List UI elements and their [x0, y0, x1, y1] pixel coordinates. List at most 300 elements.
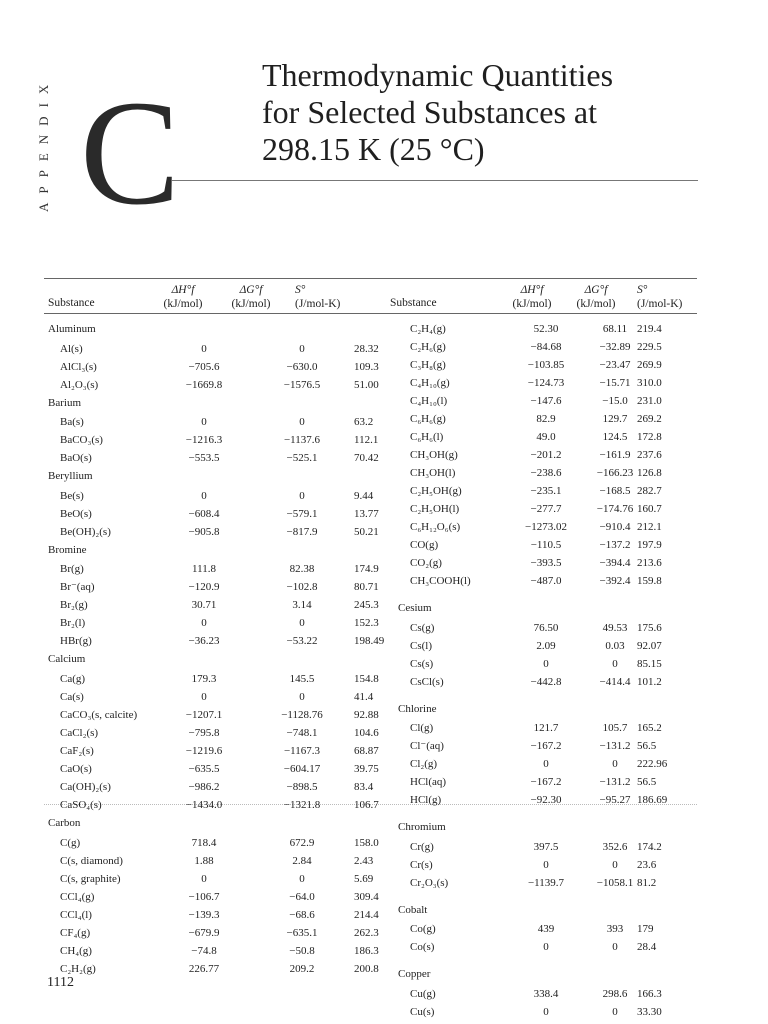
- gibbs-value: 672.9: [289, 836, 315, 849]
- enthalpy-value: −74.8: [191, 944, 217, 957]
- entropy-value: 222.96: [637, 758, 668, 771]
- enthalpy-value: −139.3: [188, 908, 220, 921]
- gibbs-value: 0: [612, 657, 618, 670]
- col-header-dg: [221, 283, 281, 311]
- category-name: Chlorine: [398, 702, 437, 715]
- enthalpy-value: 0: [201, 416, 207, 429]
- row-spacer: [398, 590, 698, 599]
- entropy-value: 231.0: [637, 395, 662, 407]
- substance-name: CsCl(s): [410, 675, 444, 688]
- category-name: Carbon: [48, 816, 81, 829]
- enthalpy-value: 82.9: [536, 413, 556, 425]
- gibbs-value: −1167.3: [283, 744, 321, 757]
- substance-name: Be(s): [60, 489, 84, 502]
- gibbs-value: −1321.8: [283, 798, 321, 811]
- substance-name: Cs(s): [410, 657, 434, 670]
- gibbs-value: −137.2: [599, 539, 631, 551]
- gibbs-value: −131.2: [599, 776, 631, 789]
- substance-name: BeO(s): [60, 507, 92, 520]
- gibbs-value: 0.03: [605, 639, 625, 652]
- table-row: [48, 487, 398, 505]
- entropy-value: 50.21: [354, 525, 379, 538]
- substance-name: C₆H₁₂O₆(s): [410, 521, 461, 533]
- entropy-value: 39.75: [354, 762, 379, 775]
- entropy-value: 85.15: [637, 657, 662, 670]
- entropy-value: 174.9: [354, 563, 379, 576]
- substance-name: CaF₂(s): [60, 744, 94, 757]
- table-row: [48, 870, 398, 888]
- gibbs-value: −910.4: [599, 521, 631, 533]
- entropy-value: 80.71: [354, 581, 379, 594]
- entropy-value: 81.2: [637, 876, 657, 889]
- s-unit: (J/mol-K): [637, 298, 683, 310]
- table-row: [48, 670, 398, 688]
- substance-name: C₆H₆(g): [410, 413, 446, 425]
- table-row: [48, 852, 398, 870]
- title-rule: [172, 180, 698, 181]
- table-row: [48, 358, 398, 376]
- substance-name: C(s, graphite): [60, 872, 121, 885]
- category-heading: [398, 965, 698, 985]
- substance-name: CaSO₄(s): [60, 798, 102, 811]
- enthalpy-value: −36.23: [188, 635, 220, 648]
- entropy-value: 229.5: [637, 341, 662, 353]
- left-table: [48, 320, 398, 978]
- substance-name: Co(s): [410, 941, 435, 954]
- category-name: Barium: [48, 396, 81, 409]
- table-row: [398, 655, 698, 673]
- table-row: [398, 464, 698, 482]
- gibbs-value: 0: [299, 416, 305, 429]
- category-heading: [48, 541, 398, 561]
- category-heading: [398, 700, 698, 720]
- enthalpy-value: 397.5: [533, 840, 559, 853]
- enthalpy-value: 0: [201, 872, 207, 885]
- gibbs-value: 129.7: [602, 413, 628, 425]
- gibbs-value: −53.22: [286, 635, 318, 648]
- s-symbol: S°: [637, 284, 648, 296]
- enthalpy-value: 439: [537, 923, 555, 936]
- enthalpy-value: −1139.7: [527, 876, 565, 889]
- table-row: [48, 578, 398, 596]
- table-row: [398, 410, 698, 428]
- entropy-value: 2.43: [354, 854, 374, 867]
- gibbs-value: −15.71: [599, 377, 631, 389]
- gibbs-value: −579.1: [286, 507, 318, 520]
- table-row: [48, 924, 398, 942]
- gibbs-value: −630.0: [286, 360, 318, 373]
- entropy-value: 41.4: [354, 690, 374, 703]
- category-name: Beryllium: [48, 470, 93, 483]
- table-row: [48, 760, 398, 778]
- gibbs-value: −525.1: [286, 452, 318, 465]
- category-heading: [48, 320, 398, 340]
- substance-name: CaO(s): [60, 762, 92, 775]
- gibbs-value: 0: [299, 617, 305, 630]
- gibbs-value: −898.5: [286, 780, 318, 793]
- substance-name: Cs(g): [410, 621, 435, 634]
- gibbs-value: 124.5: [602, 431, 628, 443]
- dg-symbol: ΔG°f: [584, 284, 608, 296]
- table-row: [48, 505, 398, 523]
- substance-name: Br⁻(aq): [60, 581, 95, 594]
- entropy-value: 172.8: [637, 431, 662, 443]
- category-heading: [398, 599, 698, 619]
- enthalpy-value: 111.8: [192, 563, 216, 576]
- entropy-value: 237.6: [637, 449, 662, 461]
- entropy-value: 63.2: [354, 416, 374, 429]
- table-row: [398, 874, 698, 892]
- enthalpy-value: −106.7: [188, 890, 220, 903]
- substance-name: BaO(s): [60, 452, 92, 465]
- table-row: [48, 413, 398, 431]
- enthalpy-value: −1669.8: [185, 378, 223, 391]
- entropy-value: 28.4: [637, 941, 657, 954]
- table-row: [398, 482, 698, 500]
- enthalpy-value: 52.30: [533, 323, 559, 335]
- table-row: [398, 572, 698, 590]
- category-name: Cobalt: [398, 903, 428, 916]
- gibbs-value: 105.7: [602, 722, 628, 735]
- substance-name: Cl⁻(aq): [410, 740, 444, 753]
- entropy-value: 152.3: [354, 617, 379, 630]
- substance-name: Cs(l): [410, 639, 432, 652]
- gibbs-value: −635.1: [286, 926, 318, 939]
- entropy-value: 214.4: [354, 908, 379, 921]
- entropy-value: 159.8: [637, 575, 662, 587]
- substance-name: C₂H₆(g): [410, 341, 446, 353]
- page-number: 1112: [47, 975, 74, 990]
- table-row: [398, 719, 698, 737]
- gibbs-value: 0: [612, 941, 618, 954]
- enthalpy-value: −986.2: [188, 780, 220, 793]
- row-spacer: [398, 892, 698, 901]
- entropy-value: 213.6: [637, 557, 662, 569]
- enthalpy-value: 0: [543, 758, 549, 771]
- gibbs-value: −50.8: [289, 944, 315, 957]
- gibbs-value: 49.53: [602, 621, 628, 634]
- entropy-value: 5.69: [354, 872, 374, 885]
- enthalpy-value: 0: [201, 617, 207, 630]
- category-heading: [48, 814, 398, 834]
- table-row: [398, 446, 698, 464]
- gibbs-value: 3.14: [292, 599, 312, 612]
- enthalpy-value: 49.0: [536, 431, 556, 443]
- enthalpy-value: −167.2: [530, 776, 562, 789]
- table-row: [48, 688, 398, 706]
- entropy-value: 154.8: [354, 672, 379, 685]
- gibbs-value: −1128.76: [281, 708, 323, 721]
- enthalpy-value: −442.8: [530, 675, 562, 688]
- substance-name: Cl₂(g): [410, 758, 438, 771]
- substance-name: C₂H₂(g): [60, 962, 96, 975]
- enthalpy-value: −487.0: [530, 575, 562, 587]
- dg-unit: (kJ/mol): [576, 298, 616, 310]
- entropy-value: 92.88: [354, 708, 379, 721]
- substance-name: Cl(g): [410, 722, 434, 735]
- gibbs-value: −102.8: [286, 581, 318, 594]
- category-name: Bromine: [48, 543, 87, 556]
- s-unit: (J/mol-K): [295, 298, 341, 310]
- enthalpy-value: 0: [543, 657, 549, 670]
- category-heading: [48, 467, 398, 487]
- dh-unit: (kJ/mol): [512, 298, 552, 310]
- gibbs-value: −1576.5: [283, 378, 321, 391]
- entropy-value: 56.5: [637, 776, 657, 789]
- gibbs-value: 0: [299, 342, 305, 355]
- category-name: Cesium: [398, 602, 432, 614]
- table-row: [398, 737, 698, 755]
- entropy-value: 112.1: [354, 434, 379, 447]
- gibbs-value: 68.11: [602, 323, 628, 335]
- col-header-substance: Substance: [48, 297, 95, 309]
- substance-name: CCl₄(l): [60, 908, 92, 921]
- substance-name: CH₃OH(g): [410, 449, 458, 461]
- entropy-value: 309.4: [354, 890, 379, 903]
- entropy-value: 68.87: [354, 744, 379, 757]
- enthalpy-value: −201.2: [530, 449, 562, 461]
- dh-unit: (kJ/mol): [163, 298, 203, 310]
- substance-name: CaCl₂(s): [60, 726, 99, 739]
- enthalpy-value: 0: [543, 1005, 549, 1018]
- row-spacer: [398, 956, 698, 965]
- substance-name: Be(OH)₂(s): [60, 525, 111, 538]
- gibbs-value: −32.89: [599, 341, 631, 353]
- enthalpy-value: −103.85: [527, 359, 565, 371]
- table-row: [398, 838, 698, 856]
- substance-name: BaCO₃(s): [60, 434, 103, 447]
- entropy-value: 158.0: [354, 836, 379, 849]
- table-row: [48, 742, 398, 760]
- category-heading: [398, 818, 698, 838]
- substance-name: CH₃OH(l): [410, 467, 456, 479]
- substance-name: Br₂(g): [60, 599, 88, 612]
- gibbs-value: −748.1: [286, 726, 318, 739]
- entropy-value: 310.0: [637, 377, 662, 389]
- table-row: [48, 376, 398, 394]
- substance-name: CO₂(g): [410, 557, 442, 569]
- enthalpy-value: −1434.0: [185, 798, 223, 811]
- entropy-value: 174.2: [637, 840, 662, 853]
- table-row: [48, 523, 398, 541]
- gibbs-value: −392.4: [599, 575, 631, 587]
- table-row: [48, 596, 398, 614]
- enthalpy-value: −1273.02: [525, 521, 567, 533]
- entropy-value: 186.69: [637, 794, 668, 807]
- substance-name: CO(g): [410, 539, 439, 551]
- entropy-value: 106.7: [354, 798, 379, 811]
- table-row: [398, 320, 698, 338]
- title-line: for Selected Substances at: [262, 94, 597, 130]
- entropy-value: 262.3: [354, 926, 379, 939]
- s-symbol: S°: [295, 284, 306, 296]
- dh-symbol: ΔH°f: [171, 284, 195, 296]
- category-name: Aluminum: [48, 323, 96, 335]
- table-row: [48, 431, 398, 449]
- entropy-value: 160.7: [637, 503, 662, 515]
- table-row: [398, 673, 698, 691]
- enthalpy-value: 0: [201, 342, 207, 355]
- gibbs-value: −414.4: [599, 675, 631, 688]
- table-row: [48, 632, 398, 650]
- gibbs-value: −604.17: [283, 762, 321, 775]
- entropy-value: 186.3: [354, 944, 379, 957]
- enthalpy-value: −238.6: [530, 467, 562, 479]
- dg-unit: (kJ/mol): [231, 298, 271, 310]
- entropy-value: 109.3: [354, 360, 379, 373]
- gibbs-value: −64.0: [289, 890, 315, 903]
- substance-name: C(g): [60, 836, 81, 849]
- table-top-rule: [44, 278, 697, 279]
- enthalpy-value: 226.77: [188, 962, 220, 975]
- enthalpy-value: −905.8: [188, 525, 220, 538]
- enthalpy-value: 30.71: [191, 599, 217, 612]
- row-spacer: [398, 809, 698, 818]
- gibbs-value: 2.84: [292, 854, 312, 867]
- entropy-value: 70.42: [354, 452, 379, 465]
- entropy-value: 269.9: [637, 359, 662, 371]
- substance-name: C₆H₆(l): [410, 431, 444, 443]
- substance-name: HCl(g): [410, 794, 442, 807]
- enthalpy-value: 338.4: [533, 987, 559, 1000]
- table-row: [48, 778, 398, 796]
- entropy-value: 166.3: [637, 987, 662, 1000]
- gibbs-value: 352.6: [602, 840, 628, 853]
- gibbs-value: 298.6: [602, 987, 628, 1000]
- category-name: Calcium: [48, 653, 86, 666]
- gibbs-value: −1058.1: [596, 876, 634, 889]
- substance-name: Al₂O₃(s): [60, 378, 99, 391]
- gibbs-value: −131.2: [599, 740, 631, 753]
- gibbs-value: −68.6: [289, 908, 315, 921]
- entropy-value: 9.44: [354, 489, 374, 502]
- substance-name: C₂H₅OH(l): [410, 503, 460, 515]
- enthalpy-value: 76.50: [533, 621, 559, 634]
- entropy-value: 56.5: [637, 740, 657, 753]
- enthalpy-value: −110.5: [530, 539, 562, 551]
- table-row: [48, 340, 398, 358]
- table-row: [48, 560, 398, 578]
- category-name: Copper: [398, 968, 431, 981]
- substance-name: CF₄(g): [60, 926, 91, 939]
- table-row: [398, 536, 698, 554]
- entropy-value: 269.2: [637, 413, 662, 425]
- enthalpy-value: 121.7: [533, 722, 559, 735]
- table-row: [48, 960, 398, 978]
- substance-name: Ba(s): [60, 416, 84, 429]
- entropy-value: 92.07: [637, 639, 662, 652]
- enthalpy-value: −635.5: [188, 762, 220, 775]
- substance-name: Ca(g): [60, 672, 86, 685]
- enthalpy-value: −1216.3: [185, 434, 223, 447]
- enthalpy-value: −235.1: [530, 485, 562, 497]
- col-header-s: [295, 283, 355, 311]
- col-header-dh: [502, 283, 562, 311]
- table-row: [398, 554, 698, 572]
- table-row: [48, 906, 398, 924]
- substance-name: Cu(s): [410, 1005, 435, 1018]
- gibbs-value: 145.5: [289, 672, 315, 685]
- enthalpy-value: −1219.6: [185, 744, 223, 757]
- table-row: [48, 796, 398, 814]
- table-row: [398, 755, 698, 773]
- substance-name: Br₂(l): [60, 617, 86, 630]
- enthalpy-value: 718.4: [191, 836, 217, 849]
- category-heading: [48, 650, 398, 670]
- category-heading: [398, 901, 698, 921]
- page-title: [262, 57, 613, 168]
- col-header-s: [637, 283, 697, 311]
- table-row: [48, 724, 398, 742]
- entropy-value: 13.77: [354, 507, 379, 520]
- gibbs-value: −817.9: [286, 525, 318, 538]
- substance-name: Ca(s): [60, 690, 84, 703]
- entropy-value: 282.7: [637, 485, 662, 497]
- table-row: [398, 985, 698, 1003]
- table-row: [398, 356, 698, 374]
- gibbs-value: 82.38: [289, 563, 315, 576]
- title-line: Thermodynamic Quantities: [262, 57, 614, 93]
- entropy-value: 23.6: [637, 858, 657, 871]
- substance-name: HCl(aq): [410, 776, 447, 789]
- entropy-value: 219.4: [637, 323, 662, 335]
- table-row: [398, 374, 698, 392]
- table-row: [398, 518, 698, 536]
- category-name: Chromium: [398, 821, 446, 834]
- substance-name: CCl₄(g): [60, 890, 95, 903]
- enthalpy-value: −277.7: [530, 503, 562, 515]
- gibbs-value: −166.23: [596, 467, 634, 479]
- table-row: [48, 888, 398, 906]
- substance-name: CaCO₃(s, calcite): [60, 708, 138, 721]
- table-row: [398, 920, 698, 938]
- entropy-value: 28.32: [354, 342, 379, 355]
- entropy-value: 165.2: [637, 722, 662, 735]
- enthalpy-value: 0: [543, 858, 549, 871]
- substance-name: Cr(g): [410, 840, 434, 853]
- table-row: [48, 834, 398, 852]
- gibbs-value: −168.5: [599, 485, 631, 497]
- entropy-value: 126.8: [637, 467, 662, 479]
- entropy-value: 51.00: [354, 378, 379, 391]
- entropy-value: 197.9: [637, 539, 662, 551]
- gibbs-value: −174.76: [596, 503, 634, 515]
- table-row: [48, 706, 398, 724]
- right-table: [398, 320, 698, 1021]
- entropy-value: 200.8: [354, 962, 379, 975]
- entropy-value: 101.2: [637, 675, 662, 688]
- enthalpy-value: −147.6: [530, 395, 562, 407]
- enthalpy-value: −124.73: [527, 377, 565, 389]
- table-row: [398, 500, 698, 518]
- enthalpy-value: −84.68: [530, 341, 562, 353]
- enthalpy-value: 1.88: [194, 854, 214, 867]
- gibbs-value: −15.0: [602, 395, 628, 407]
- substance-name: AlCl₃(s): [60, 360, 97, 373]
- gibbs-value: −394.4: [599, 557, 631, 569]
- substance-name: C₃H₈(g): [410, 359, 446, 371]
- dh-symbol: ΔH°f: [520, 284, 544, 296]
- table-row: [398, 619, 698, 637]
- enthalpy-value: 2.09: [536, 639, 556, 652]
- enthalpy-value: 179.3: [191, 672, 217, 685]
- substance-name: Ca(OH)₂(s): [60, 780, 111, 793]
- table-row: [398, 938, 698, 956]
- entropy-value: 175.6: [637, 621, 662, 634]
- gibbs-value: 393: [606, 923, 624, 936]
- gibbs-value: 0: [299, 489, 305, 502]
- col-header-dh: [153, 283, 213, 311]
